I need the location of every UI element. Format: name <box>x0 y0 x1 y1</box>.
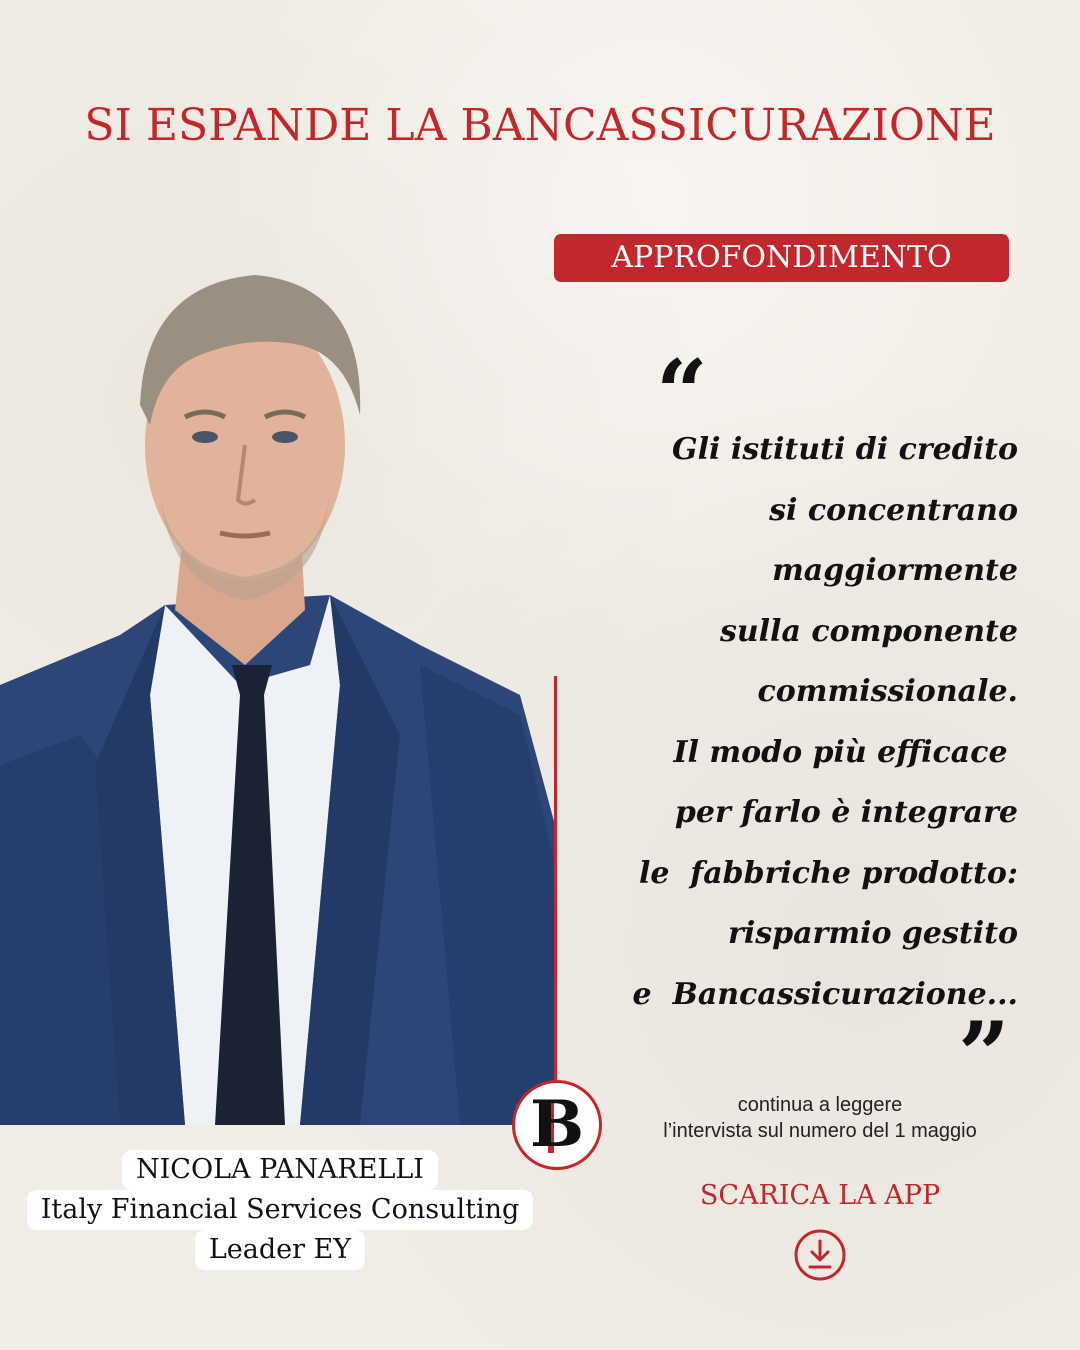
download-app-link[interactable]: SCARICA LA APP <box>699 1180 941 1211</box>
quote-line: commissionale. <box>757 674 1018 709</box>
logo-letter: B <box>529 1087 585 1162</box>
page-title: SI ESPANDE LA BANCASSICURAZIONE <box>84 100 996 151</box>
quote-line: Il modo più efficace <box>673 734 1018 770</box>
quote-line: maggiormente <box>772 553 1018 588</box>
portrait-illustration <box>0 265 555 1125</box>
portrait-photo <box>0 265 555 1125</box>
quote-line: per farlo è integrare <box>674 795 1018 830</box>
quote-line: risparmio gestito <box>728 916 1018 951</box>
quote-open-mark: “ <box>656 340 708 446</box>
person-company: Leader EY <box>195 1230 365 1270</box>
person-role: Italy Financial Services Consulting <box>27 1190 534 1230</box>
read-more-text <box>620 1092 1020 1144</box>
download-icon[interactable] <box>793 1228 847 1282</box>
read-more-line1: continua a leggere <box>737 1094 903 1116</box>
quote-text <box>578 420 1018 1025</box>
quote-line: sulla componente <box>719 613 1018 649</box>
quote-line: Gli istituti di credito <box>672 432 1018 467</box>
quote-line: le fabbriche prodotto: <box>638 855 1018 891</box>
quote-close-mark: ” <box>958 1002 1010 1108</box>
read-more-line2: l’intervista sul numero del 1 maggio <box>663 1120 977 1142</box>
person-name: NICOLA PANARELLI <box>122 1150 438 1190</box>
person-caption <box>20 1150 540 1270</box>
divider-line <box>554 676 557 1094</box>
section-badge: APPROFONDIMENTO <box>554 234 1009 282</box>
quote-line: si concentrano <box>769 492 1018 528</box>
quote-line: e Bancassicurazione... <box>632 976 1018 1012</box>
